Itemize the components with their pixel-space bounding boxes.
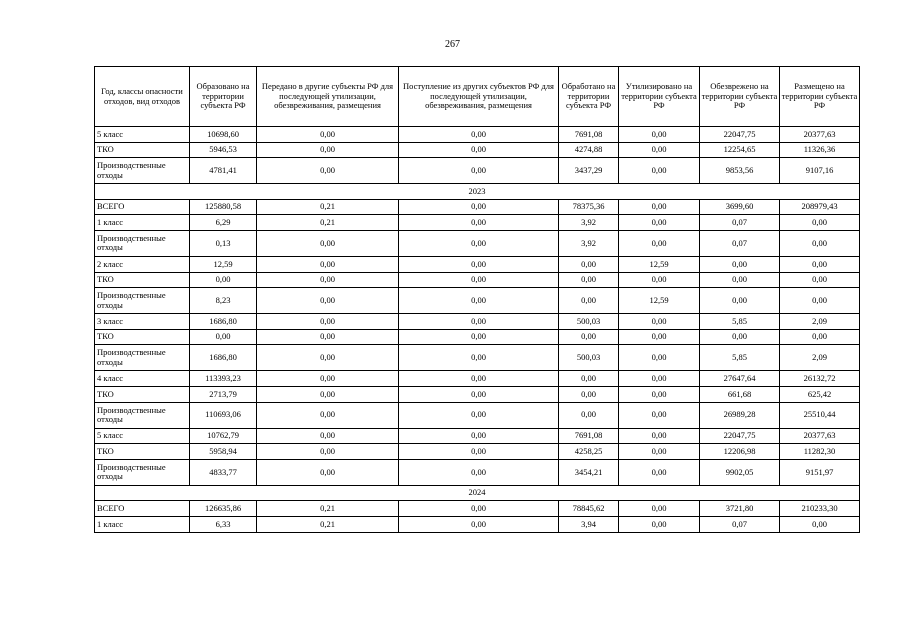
- column-header: Образовано на территории субъекта РФ: [190, 67, 257, 127]
- value-cell: 20377,63: [780, 428, 860, 444]
- table-row: [95, 230, 860, 256]
- value-cell: 12,59: [619, 256, 700, 272]
- value-cell: 7691,08: [559, 428, 619, 444]
- value-cell: 0,00: [619, 501, 700, 517]
- value-cell: 2713,79: [190, 386, 257, 402]
- value-cell: 0,00: [780, 272, 860, 288]
- value-cell: 4781,41: [190, 158, 257, 184]
- value-cell: 625,42: [780, 386, 860, 402]
- value-cell: 26989,28: [700, 402, 780, 428]
- value-cell: 27647,64: [700, 371, 780, 387]
- value-cell: 78845,62: [559, 501, 619, 517]
- value-cell: 0,00: [559, 272, 619, 288]
- value-cell: 0,00: [780, 516, 860, 532]
- value-cell: 0,00: [399, 345, 559, 371]
- table-row: [95, 386, 860, 402]
- value-cell: 12,59: [619, 288, 700, 314]
- value-cell: 0,21: [257, 199, 399, 215]
- value-cell: 12254,65: [700, 142, 780, 158]
- value-cell: 0,00: [257, 142, 399, 158]
- column-header: Год, классы опасности отходов, вид отходов: [95, 67, 190, 127]
- value-cell: 5958,94: [190, 444, 257, 460]
- value-cell: 0,21: [257, 215, 399, 231]
- value-cell: 12206,98: [700, 444, 780, 460]
- row-label-cell: ТКО: [95, 329, 190, 345]
- value-cell: 0,00: [399, 272, 559, 288]
- value-cell: 0,00: [399, 402, 559, 428]
- value-cell: 0,00: [257, 459, 399, 485]
- table-row: [95, 345, 860, 371]
- row-label-cell: ТКО: [95, 142, 190, 158]
- page-number: 267: [445, 39, 460, 50]
- table-row: [95, 256, 860, 272]
- row-label-cell: ТКО: [95, 272, 190, 288]
- value-cell: 0,00: [780, 230, 860, 256]
- value-cell: 0,00: [257, 428, 399, 444]
- value-cell: 0,00: [257, 314, 399, 330]
- value-cell: 1686,80: [190, 345, 257, 371]
- value-cell: 0,00: [399, 386, 559, 402]
- row-label-cell: ВСЕГО: [95, 199, 190, 215]
- value-cell: 0,00: [257, 127, 399, 143]
- value-cell: 0,00: [700, 256, 780, 272]
- row-label-cell: ТКО: [95, 444, 190, 460]
- year-row: [95, 485, 860, 501]
- value-cell: 0,00: [257, 386, 399, 402]
- value-cell: 25510,44: [780, 402, 860, 428]
- value-cell: 0,00: [780, 256, 860, 272]
- value-cell: 4833,77: [190, 459, 257, 485]
- column-header: Обработано на территории субъекта РФ: [559, 67, 619, 127]
- value-cell: 0,00: [619, 516, 700, 532]
- value-cell: 0,00: [399, 256, 559, 272]
- table-row: [95, 371, 860, 387]
- value-cell: 0,21: [257, 516, 399, 532]
- value-cell: 0,00: [257, 272, 399, 288]
- value-cell: 0,00: [257, 288, 399, 314]
- value-cell: 3721,80: [700, 501, 780, 517]
- value-cell: 0,00: [190, 272, 257, 288]
- value-cell: 0,00: [257, 329, 399, 345]
- value-cell: 500,03: [559, 314, 619, 330]
- value-cell: 110693,06: [190, 402, 257, 428]
- table-row: [95, 199, 860, 215]
- value-cell: 7691,08: [559, 127, 619, 143]
- column-header: Утилизировано на территории субъекта РФ: [619, 67, 700, 127]
- table-row: [95, 329, 860, 345]
- value-cell: 0,00: [257, 158, 399, 184]
- value-cell: 0,00: [399, 428, 559, 444]
- value-cell: 0,00: [619, 142, 700, 158]
- value-cell: 5,85: [700, 314, 780, 330]
- value-cell: 208979,43: [780, 199, 860, 215]
- value-cell: 0,00: [619, 345, 700, 371]
- value-cell: 3,92: [559, 215, 619, 231]
- value-cell: 500,03: [559, 345, 619, 371]
- value-cell: 0,00: [559, 256, 619, 272]
- value-cell: 11282,30: [780, 444, 860, 460]
- column-header: Передано в другие субъекты РФ для последующей утилизации, обезвреживания, размещения: [257, 67, 399, 127]
- year-label: 2023: [95, 184, 860, 200]
- value-cell: 0,00: [399, 127, 559, 143]
- row-label-cell: Производственные отходы: [95, 158, 190, 184]
- value-cell: 0,00: [257, 256, 399, 272]
- row-label-cell: ВСЕГО: [95, 501, 190, 517]
- value-cell: 0,00: [399, 215, 559, 231]
- value-cell: 0,00: [257, 402, 399, 428]
- value-cell: 4274,88: [559, 142, 619, 158]
- table-row: [95, 272, 860, 288]
- value-cell: 0,00: [619, 127, 700, 143]
- value-cell: 9853,56: [700, 158, 780, 184]
- year-label: 2024: [95, 485, 860, 501]
- value-cell: 0,00: [619, 371, 700, 387]
- value-cell: 8,23: [190, 288, 257, 314]
- table-row: [95, 127, 860, 143]
- row-label-cell: 5 класс: [95, 127, 190, 143]
- value-cell: 0,00: [780, 329, 860, 345]
- value-cell: 10762,79: [190, 428, 257, 444]
- value-cell: 0,00: [619, 444, 700, 460]
- value-cell: 0,00: [559, 371, 619, 387]
- value-cell: 0,00: [619, 272, 700, 288]
- value-cell: 126635,86: [190, 501, 257, 517]
- value-cell: 0,00: [619, 386, 700, 402]
- value-cell: 0,00: [399, 314, 559, 330]
- value-cell: 0,00: [619, 314, 700, 330]
- value-cell: 0,00: [399, 199, 559, 215]
- value-cell: 0,00: [700, 329, 780, 345]
- value-cell: 0,00: [700, 288, 780, 314]
- value-cell: 0,00: [559, 288, 619, 314]
- column-header: Размещено на территории субъекта РФ: [780, 67, 860, 127]
- value-cell: 0,00: [619, 459, 700, 485]
- value-cell: 2,09: [780, 314, 860, 330]
- table-header-row: [95, 67, 860, 127]
- value-cell: 0,00: [399, 501, 559, 517]
- value-cell: 125880,58: [190, 199, 257, 215]
- value-cell: 2,09: [780, 345, 860, 371]
- value-cell: 78375,36: [559, 199, 619, 215]
- value-cell: 0,00: [619, 402, 700, 428]
- row-label-cell: 2 класс: [95, 256, 190, 272]
- year-row: [95, 184, 860, 200]
- table-row: [95, 428, 860, 444]
- value-cell: 0,00: [619, 199, 700, 215]
- value-cell: 0,07: [700, 230, 780, 256]
- table-row: [95, 402, 860, 428]
- value-cell: 661,68: [700, 386, 780, 402]
- value-cell: 22047,75: [700, 127, 780, 143]
- column-header: Обезврежено на территории субъекта РФ: [700, 67, 780, 127]
- value-cell: 0,00: [399, 371, 559, 387]
- table-row: [95, 459, 860, 485]
- value-cell: 0,00: [559, 329, 619, 345]
- value-cell: 113393,23: [190, 371, 257, 387]
- table-row: [95, 215, 860, 231]
- value-cell: 26132,72: [780, 371, 860, 387]
- value-cell: 0,00: [619, 230, 700, 256]
- value-cell: 0,07: [700, 215, 780, 231]
- row-label-cell: 1 класс: [95, 516, 190, 532]
- value-cell: 5946,53: [190, 142, 257, 158]
- value-cell: 0,00: [399, 444, 559, 460]
- value-cell: 0,00: [780, 288, 860, 314]
- value-cell: 6,29: [190, 215, 257, 231]
- value-cell: 3454,21: [559, 459, 619, 485]
- value-cell: 0,00: [257, 345, 399, 371]
- value-cell: 9107,16: [780, 158, 860, 184]
- row-label-cell: 4 класс: [95, 371, 190, 387]
- table-row: [95, 444, 860, 460]
- row-label-cell: Производственные отходы: [95, 345, 190, 371]
- table-row: [95, 516, 860, 532]
- value-cell: 0,00: [399, 142, 559, 158]
- value-cell: 0,00: [399, 459, 559, 485]
- row-label-cell: 5 класс: [95, 428, 190, 444]
- row-label-cell: Производственные отходы: [95, 459, 190, 485]
- table-row: [95, 314, 860, 330]
- row-label-cell: 1 класс: [95, 215, 190, 231]
- waste-table: [94, 66, 860, 533]
- value-cell: 20377,63: [780, 127, 860, 143]
- value-cell: 9902,05: [700, 459, 780, 485]
- value-cell: 0,00: [399, 158, 559, 184]
- value-cell: 0,00: [190, 329, 257, 345]
- value-cell: 3,94: [559, 516, 619, 532]
- value-cell: 6,33: [190, 516, 257, 532]
- value-cell: 0,00: [257, 371, 399, 387]
- value-cell: 22047,75: [700, 428, 780, 444]
- value-cell: 4258,25: [559, 444, 619, 460]
- table-row: [95, 288, 860, 314]
- row-label-cell: 3 класс: [95, 314, 190, 330]
- row-label-cell: Производственные отходы: [95, 230, 190, 256]
- value-cell: 0,00: [257, 230, 399, 256]
- value-cell: 0,00: [399, 230, 559, 256]
- table-row: [95, 142, 860, 158]
- value-cell: 0,00: [399, 288, 559, 314]
- value-cell: 0,21: [257, 501, 399, 517]
- value-cell: 10698,60: [190, 127, 257, 143]
- value-cell: 0,00: [559, 386, 619, 402]
- value-cell: 0,00: [399, 329, 559, 345]
- table-row: [95, 158, 860, 184]
- value-cell: 11326,36: [780, 142, 860, 158]
- value-cell: 3,92: [559, 230, 619, 256]
- row-label-cell: Производственные отходы: [95, 288, 190, 314]
- value-cell: 0,07: [700, 516, 780, 532]
- value-cell: 0,00: [257, 444, 399, 460]
- value-cell: 1686,80: [190, 314, 257, 330]
- value-cell: 0,00: [559, 402, 619, 428]
- value-cell: 5,85: [700, 345, 780, 371]
- value-cell: 0,00: [399, 516, 559, 532]
- table-body: [95, 127, 860, 533]
- value-cell: 9151,97: [780, 459, 860, 485]
- row-label-cell: ТКО: [95, 386, 190, 402]
- value-cell: 3437,29: [559, 158, 619, 184]
- value-cell: 210233,30: [780, 501, 860, 517]
- value-cell: 0,00: [780, 215, 860, 231]
- table-row: [95, 501, 860, 517]
- row-label-cell: Производственные отходы: [95, 402, 190, 428]
- value-cell: 12,59: [190, 256, 257, 272]
- value-cell: 3699,60: [700, 199, 780, 215]
- value-cell: 0,00: [619, 158, 700, 184]
- column-header: Поступление из других субъектов РФ для последующей утилизации, обезвреживания, размещения: [399, 67, 559, 127]
- value-cell: 0,00: [619, 329, 700, 345]
- value-cell: 0,00: [619, 215, 700, 231]
- value-cell: 0,00: [700, 272, 780, 288]
- value-cell: 0,13: [190, 230, 257, 256]
- value-cell: 0,00: [619, 428, 700, 444]
